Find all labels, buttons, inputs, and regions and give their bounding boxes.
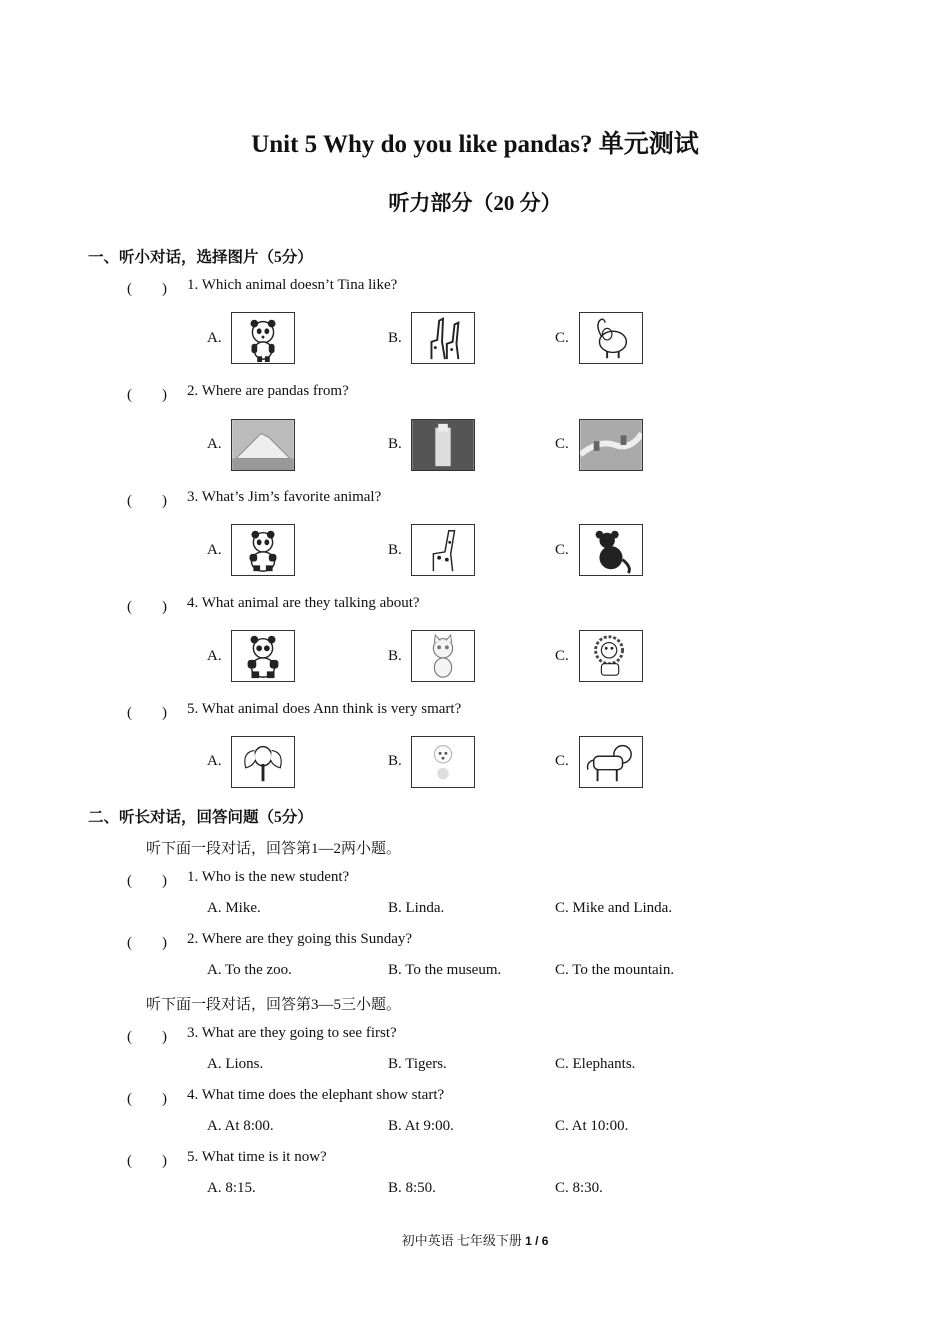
option-label: C.	[555, 753, 569, 769]
panda-picture[interactable]	[231, 630, 295, 682]
option-label: A.	[207, 648, 222, 664]
option-a: A. At 8:00.	[207, 1118, 274, 1134]
answer-paren[interactable]: ( )	[127, 1091, 167, 1107]
elephant-picture[interactable]	[579, 312, 643, 364]
footer-text: 初中英语 七年级下册	[401, 1233, 526, 1248]
question-text: 1. Who is the new student?	[187, 869, 350, 885]
page-footer	[0, 1230, 950, 1249]
question-text: 2. Where are they going this Sunday?	[187, 931, 413, 947]
option-a: A. To the zoo.	[207, 962, 292, 978]
option-c: C. At 10:00.	[555, 1118, 629, 1134]
dog-picture[interactable]	[411, 736, 475, 788]
answer-paren[interactable]: ( )	[127, 873, 167, 889]
option-label: B.	[388, 753, 402, 769]
option-a: A. 8:15.	[207, 1180, 256, 1196]
option-label: B.	[388, 330, 402, 346]
lion-picture[interactable]	[579, 630, 643, 682]
option-c: C. Elephants.	[555, 1056, 636, 1072]
question-text: 1. Which animal doesn’t Tina like?	[187, 277, 398, 293]
answer-paren[interactable]: ( )	[127, 281, 167, 297]
option-c: C. Mike and Linda.	[555, 900, 673, 916]
option-a: A. Mike.	[207, 900, 261, 916]
option-a: A. Lions.	[207, 1056, 264, 1072]
page-title: Unit 5 Why do you like pandas? 单元测试	[251, 131, 699, 158]
statue-picture[interactable]	[411, 419, 475, 471]
option-b: B. Linda.	[388, 900, 445, 916]
option-label: A.	[207, 436, 222, 452]
answer-paren[interactable]: ( )	[127, 935, 167, 951]
question-text: 5. What time is it now?	[187, 1149, 327, 1165]
option-label: C.	[555, 648, 569, 664]
option-label: A.	[207, 753, 222, 769]
mountain-picture[interactable]	[231, 419, 295, 471]
question-text: 2. Where are pandas from?	[187, 383, 349, 399]
option-b: B. To the museum.	[388, 962, 502, 978]
giraffe-picture[interactable]	[411, 524, 475, 576]
answer-paren[interactable]: ( )	[127, 1153, 167, 1169]
elephant-picture[interactable]	[231, 736, 295, 788]
answer-paren[interactable]: ( )	[127, 387, 167, 403]
section2-heading: 二、听长对话，回答问题（5分）	[88, 809, 313, 826]
option-label: B.	[388, 542, 402, 558]
giraffes-picture[interactable]	[411, 312, 475, 364]
option-b: B. Tigers.	[388, 1056, 447, 1072]
option-b: B. 8:50.	[388, 1180, 436, 1196]
option-label: A.	[207, 330, 222, 346]
option-label: C.	[555, 542, 569, 558]
page-subtitle: 听力部分（20 分）	[388, 191, 562, 215]
option-label: B.	[388, 436, 402, 452]
section1-heading: 一、听小对话，选择图片（5分）	[88, 249, 313, 266]
dialogue-intro: 听下面一段对话，回答第3—5三小题。	[146, 997, 402, 1013]
option-label: C.	[555, 436, 569, 452]
option-label: A.	[207, 542, 222, 558]
great-wall-picture[interactable]	[579, 419, 643, 471]
answer-paren[interactable]: ( )	[127, 599, 167, 615]
option-label: B.	[388, 648, 402, 664]
panda-picture[interactable]	[231, 312, 295, 364]
question-text: 5. What animal does Ann think is very smart?	[187, 701, 462, 717]
option-c: C. 8:30.	[555, 1180, 603, 1196]
question-text: 4. What time does the elephant show start?	[187, 1087, 445, 1103]
page-number: 1 / 6	[525, 1234, 549, 1248]
answer-paren[interactable]: ( )	[127, 705, 167, 721]
question-text: 3. What’s Jim’s favorite animal?	[187, 489, 382, 505]
answer-paren[interactable]: ( )	[127, 1029, 167, 1045]
lion-picture[interactable]	[579, 736, 643, 788]
option-b: B. At 9:00.	[388, 1118, 454, 1134]
cat-picture[interactable]	[411, 630, 475, 682]
answer-paren[interactable]: ( )	[127, 493, 167, 509]
koala-picture[interactable]	[579, 524, 643, 576]
question-text: 4. What animal are they talking about?	[187, 595, 420, 611]
panda-picture[interactable]	[231, 524, 295, 576]
question-text: 3. What are they going to see first?	[187, 1025, 397, 1041]
option-label: C.	[555, 330, 569, 346]
dialogue-intro: 听下面一段对话，回答第1—2两小题。	[146, 841, 402, 857]
option-c: C. To the mountain.	[555, 962, 675, 978]
